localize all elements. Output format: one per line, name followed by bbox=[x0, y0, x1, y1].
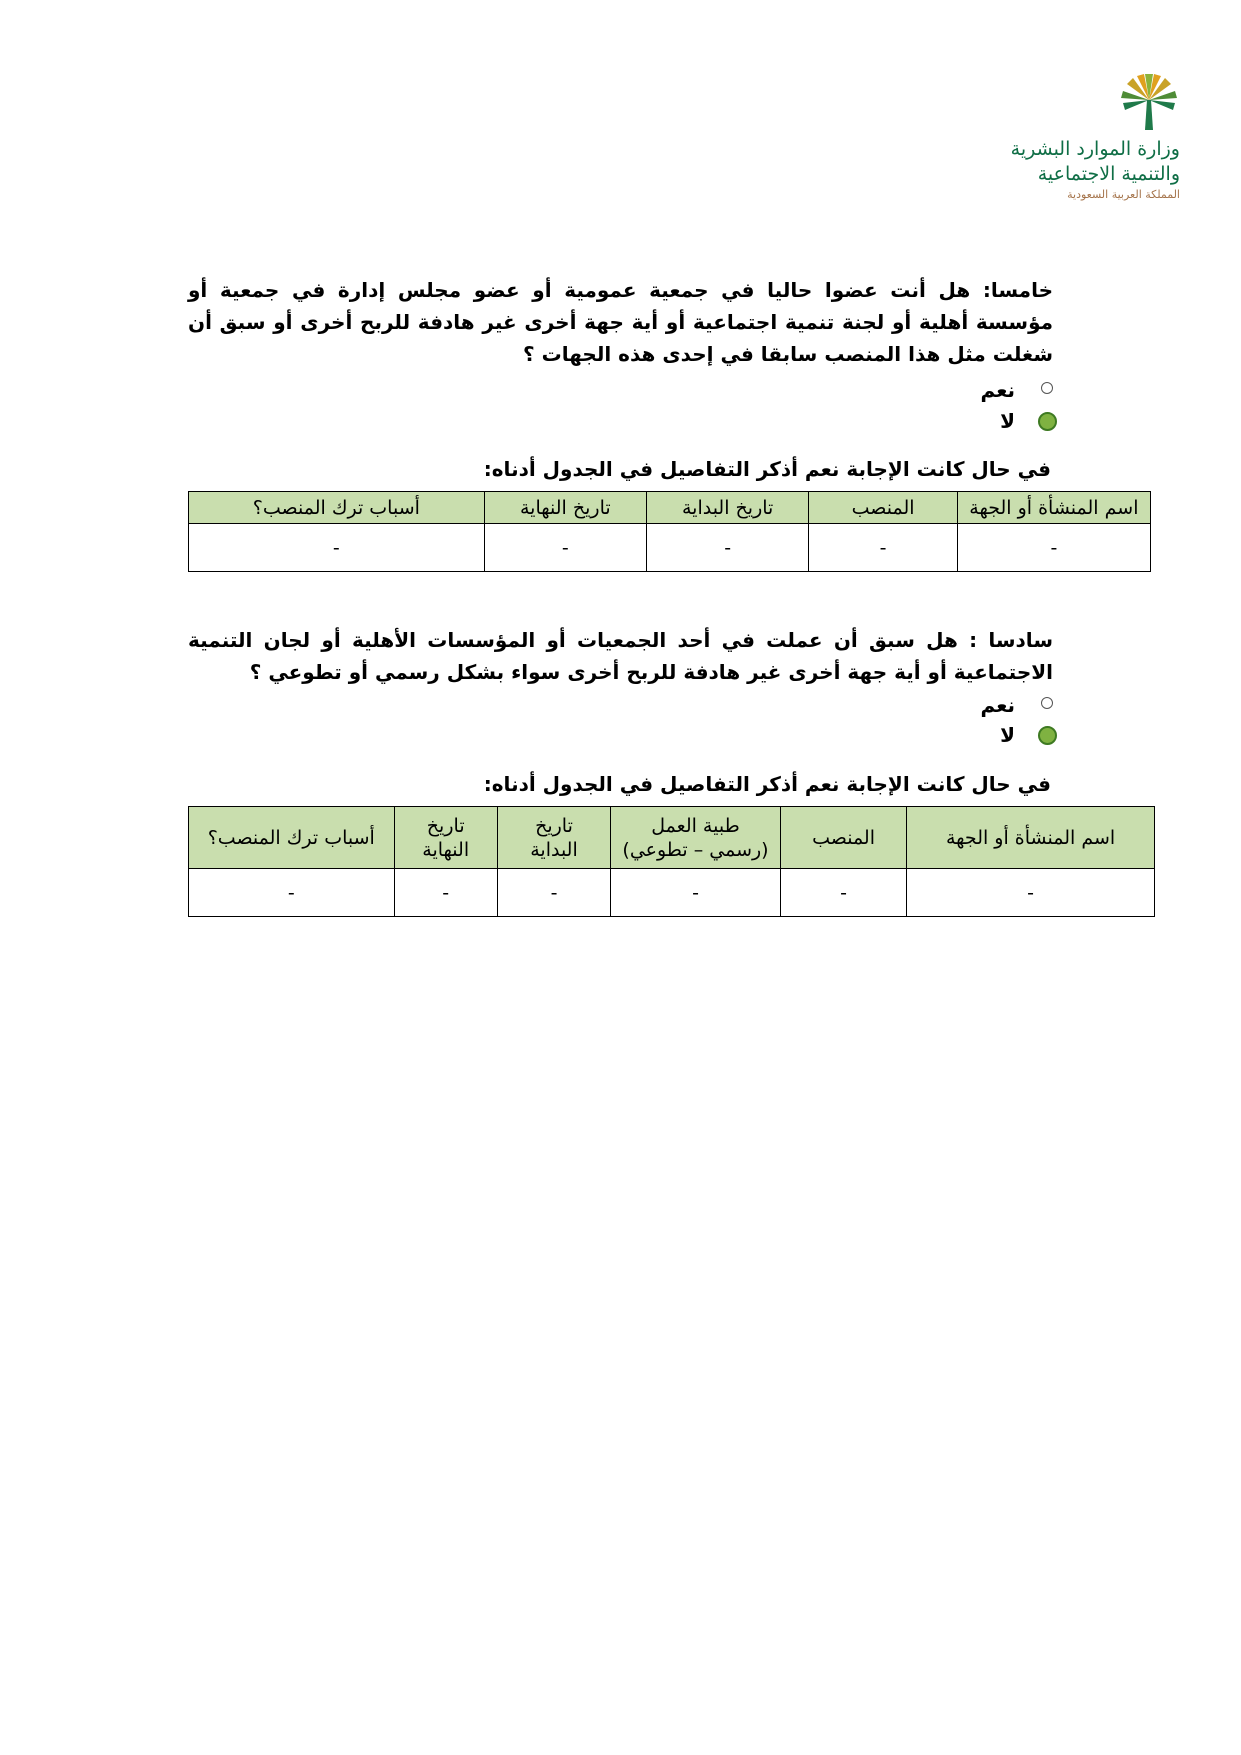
q6-table-note: في حال كانت الإجابة نعم أذكر التفاصيل في الجدول أدناه: bbox=[483, 772, 1051, 796]
q5-option-yes-label: نعم bbox=[980, 378, 1015, 402]
table-row bbox=[189, 524, 1151, 572]
q5-details-table bbox=[188, 491, 1151, 572]
q6-cell-leave-reason[interactable]: - bbox=[189, 869, 395, 917]
palm-emblem-icon bbox=[1118, 70, 1180, 132]
q5-header-end-date: تاريخ النهاية bbox=[484, 492, 646, 524]
question-6-text: سادسا : هل سبق أن عملت في أحد الجمعيات أو المؤسسات الأهلية أو لجان التنمية الاجتماعية أو أية جهة أخرى غير هادفة للربح أخرى سواء بشكل رسمي أو تطوعي ؟ bbox=[188, 628, 1053, 684]
q5-header-position: المنصب bbox=[809, 492, 957, 524]
q5-option-no[interactable] bbox=[1000, 406, 1015, 436]
q6-option-no[interactable] bbox=[1000, 720, 1015, 750]
q6-header-end-line2: النهاية bbox=[422, 838, 470, 861]
q6-header-start-line2: البداية bbox=[530, 838, 578, 861]
radio-no-selected-icon[interactable] bbox=[1038, 412, 1057, 431]
q6-header-work-nature bbox=[611, 807, 781, 869]
logo-line-2: والتنمية الاجتماعية bbox=[1037, 163, 1180, 185]
table-row bbox=[189, 869, 1155, 917]
q6-header-position: المنصب bbox=[780, 807, 906, 869]
q6-header-start-line1: تاريخ bbox=[535, 814, 573, 837]
logo-line-3: المملكة العربية السعودية bbox=[1067, 188, 1180, 201]
q6-header-entity: اسم المنشأة أو الجهة bbox=[907, 807, 1155, 869]
q6-cell-start-date[interactable]: - bbox=[497, 869, 610, 917]
q6-option-yes-label: نعم bbox=[980, 693, 1015, 717]
q5-cell-position[interactable]: - bbox=[809, 524, 957, 572]
q6-header-end-date bbox=[394, 807, 497, 869]
q5-cell-leave-reason[interactable]: - bbox=[189, 524, 485, 572]
q5-header-start-date: تاريخ البداية bbox=[647, 492, 809, 524]
logo-line-1: وزارة الموارد البشرية bbox=[1010, 138, 1180, 160]
ministry-logo bbox=[1000, 70, 1180, 205]
q6-header-start-date bbox=[497, 807, 610, 869]
q5-cell-end-date[interactable]: - bbox=[484, 524, 646, 572]
question-5-text: خامسا: هل أنت عضوا حاليا في جمعية عمومية أو عضو مجلس إدارة في جمعية أو مؤسسة أهلية أو لجنة تنمية اجتماعية أو أية جهة أخرى غير هادفة للربح أخرى أو سبق أن شغلت مثل هذا المنصب سابقا في إحدى هذه الجهات ؟ bbox=[188, 278, 1053, 366]
q6-option-no-label: لا bbox=[1000, 723, 1015, 747]
q6-cell-entity[interactable]: - bbox=[907, 869, 1155, 917]
q6-header-end-line1: تاريخ bbox=[426, 814, 465, 837]
q6-cell-work-nature[interactable]: - bbox=[611, 869, 781, 917]
q5-header-leave-reason: أسباب ترك المنصب؟ bbox=[189, 492, 485, 524]
q5-table-note: في حال كانت الإجابة نعم أذكر التفاصيل في الجدول أدناه: bbox=[483, 457, 1051, 481]
q5-table-header-row bbox=[189, 492, 1151, 524]
q6-details-table bbox=[188, 806, 1155, 917]
q6-header-work-nature-line1: طبية العمل bbox=[651, 814, 740, 837]
q6-table-header-row bbox=[189, 807, 1155, 869]
q6-option-yes[interactable] bbox=[981, 690, 1015, 720]
radio-yes-icon[interactable] bbox=[1041, 697, 1053, 709]
q6-cell-position[interactable]: - bbox=[780, 869, 906, 917]
radio-yes-icon[interactable] bbox=[1041, 382, 1053, 394]
q6-cell-end-date[interactable]: - bbox=[394, 869, 497, 917]
q5-cell-entity[interactable]: - bbox=[957, 524, 1150, 572]
q6-header-leave-reason: أسباب ترك المنصب؟ bbox=[189, 807, 395, 869]
q5-header-entity: اسم المنشأة أو الجهة bbox=[957, 492, 1150, 524]
radio-no-selected-icon[interactable] bbox=[1038, 726, 1057, 745]
q5-option-yes[interactable] bbox=[981, 375, 1015, 405]
q6-header-work-nature-line2: (رسمي – تطوعي) bbox=[622, 838, 769, 861]
q5-cell-start-date[interactable]: - bbox=[647, 524, 809, 572]
q5-option-no-label: لا bbox=[1000, 409, 1015, 433]
